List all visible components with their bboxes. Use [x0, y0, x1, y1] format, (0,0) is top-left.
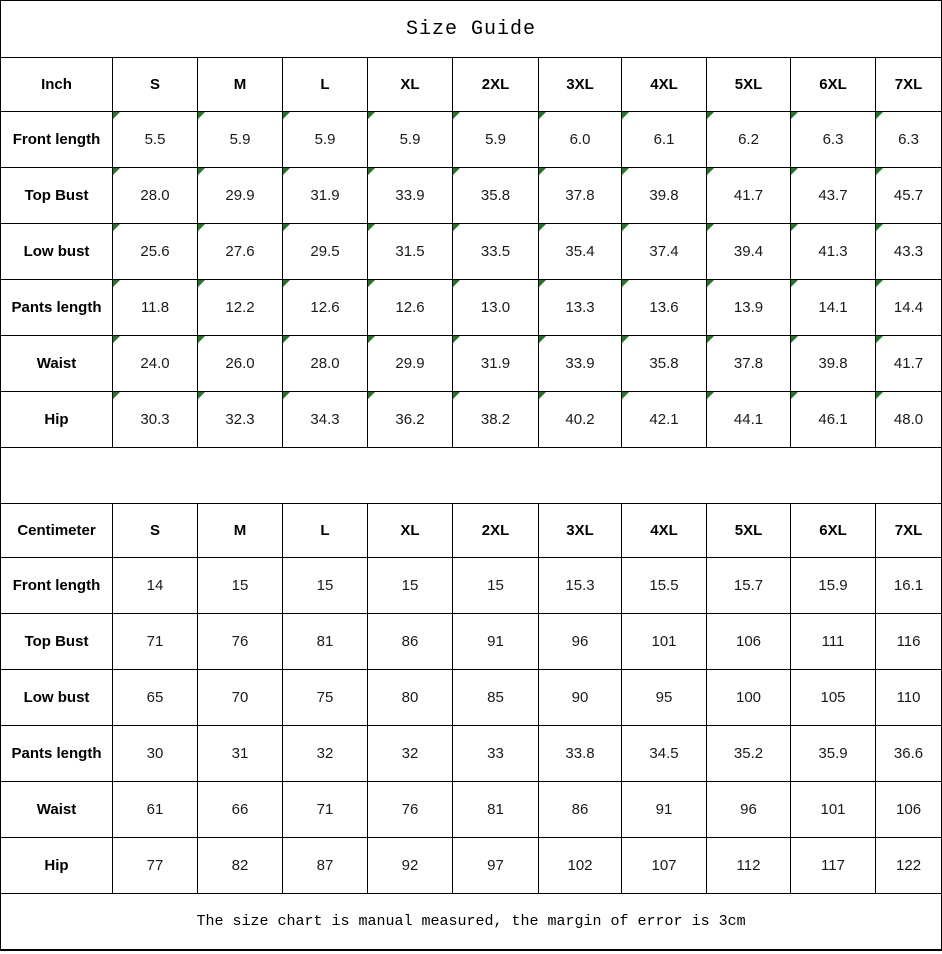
size-value-cell: 6.0: [539, 112, 622, 168]
row-label: Top Bust: [1, 168, 113, 224]
size-value-cell: 15: [368, 558, 453, 614]
size-value-cell: 70: [198, 670, 283, 726]
size-header-6xl: 6XL: [791, 58, 876, 112]
size-value-cell: 92: [368, 838, 453, 894]
size-value-cell: 14.4: [876, 280, 942, 336]
size-value-cell: 31: [198, 726, 283, 782]
size-value-cell: 41.7: [707, 168, 791, 224]
size-header-m: M: [198, 58, 283, 112]
size-value-cell: 37.8: [539, 168, 622, 224]
size-value-cell: 33.9: [539, 336, 622, 392]
centimeter-table-section: [1, 504, 942, 894]
measurement-note: The size chart is manual measured, the margin of error is 3cm: [1, 894, 942, 951]
size-header-l: L: [283, 58, 368, 112]
size-value-cell: 101: [622, 614, 707, 670]
size-value-cell: 41.3: [791, 224, 876, 280]
size-value-cell: 90: [539, 670, 622, 726]
size-value-cell: 122: [876, 838, 942, 894]
size-value-cell: 32.3: [198, 392, 283, 448]
size-value-cell: 45.7: [876, 168, 942, 224]
size-value-cell: 35.8: [622, 336, 707, 392]
row-label: Front length: [1, 558, 113, 614]
size-header-s: S: [113, 504, 198, 558]
size-value-cell: 40.2: [539, 392, 622, 448]
size-value-cell: 37.4: [622, 224, 707, 280]
size-value-cell: 31.5: [368, 224, 453, 280]
size-value-cell: 33: [453, 726, 539, 782]
size-value-cell: 44.1: [707, 392, 791, 448]
size-value-cell: 33.8: [539, 726, 622, 782]
size-value-cell: 96: [707, 782, 791, 838]
size-value-cell: 15: [453, 558, 539, 614]
size-value-cell: 86: [368, 614, 453, 670]
size-value-cell: 26.0: [198, 336, 283, 392]
size-value-cell: 77: [113, 838, 198, 894]
unit-header-centimeter: Centimeter: [1, 504, 113, 558]
measurement-row: [1, 726, 942, 782]
size-value-cell: 66: [198, 782, 283, 838]
size-header-m: M: [198, 504, 283, 558]
size-header-xl: XL: [368, 504, 453, 558]
size-header-3xl: 3XL: [539, 58, 622, 112]
size-value-cell: 71: [283, 782, 368, 838]
size-value-cell: 15.3: [539, 558, 622, 614]
measurement-row: [1, 670, 942, 726]
size-value-cell: 34.3: [283, 392, 368, 448]
row-label: Top Bust: [1, 614, 113, 670]
size-value-cell: 35.2: [707, 726, 791, 782]
table-spacer-row: [1, 448, 942, 504]
size-value-cell: 107: [622, 838, 707, 894]
size-value-cell: 97: [453, 838, 539, 894]
size-value-cell: 76: [198, 614, 283, 670]
size-value-cell: 31.9: [453, 336, 539, 392]
size-value-cell: 33.5: [453, 224, 539, 280]
size-value-cell: 75: [283, 670, 368, 726]
measurement-row: [1, 782, 942, 838]
size-value-cell: 5.9: [368, 112, 453, 168]
size-header-7xl: 7XL: [876, 58, 942, 112]
row-label: Hip: [1, 392, 113, 448]
size-value-cell: 43.7: [791, 168, 876, 224]
size-value-cell: 61: [113, 782, 198, 838]
size-value-cell: 12.6: [368, 280, 453, 336]
size-value-cell: 29.9: [368, 336, 453, 392]
size-value-cell: 111: [791, 614, 876, 670]
size-value-cell: 35.8: [453, 168, 539, 224]
size-value-cell: 32: [283, 726, 368, 782]
size-value-cell: 6.3: [876, 112, 942, 168]
size-value-cell: 86: [539, 782, 622, 838]
size-header-4xl: 4XL: [622, 58, 707, 112]
size-value-cell: 48.0: [876, 392, 942, 448]
size-value-cell: 106: [876, 782, 942, 838]
size-value-cell: 91: [453, 614, 539, 670]
size-value-cell: 28.0: [283, 336, 368, 392]
size-value-cell: 15.7: [707, 558, 791, 614]
size-value-cell: 112: [707, 838, 791, 894]
size-value-cell: 36.6: [876, 726, 942, 782]
size-header-7xl: 7XL: [876, 504, 942, 558]
size-value-cell: 30: [113, 726, 198, 782]
row-label: Waist: [1, 336, 113, 392]
size-header-3xl: 3XL: [539, 504, 622, 558]
size-value-cell: 33.9: [368, 168, 453, 224]
row-label: Low bust: [1, 670, 113, 726]
measurement-row: [1, 838, 942, 894]
measurement-row: [1, 614, 942, 670]
size-value-cell: 15.5: [622, 558, 707, 614]
table-spacer-cell: [1, 448, 942, 504]
size-value-cell: 80: [368, 670, 453, 726]
size-value-cell: 37.8: [707, 336, 791, 392]
size-value-cell: 105: [791, 670, 876, 726]
size-value-cell: 34.5: [622, 726, 707, 782]
size-value-cell: 102: [539, 838, 622, 894]
row-label: Low bust: [1, 224, 113, 280]
size-value-cell: 43.3: [876, 224, 942, 280]
size-value-cell: 39.8: [791, 336, 876, 392]
inch-header-row: [1, 58, 942, 112]
size-value-cell: 76: [368, 782, 453, 838]
size-value-cell: 85: [453, 670, 539, 726]
size-value-cell: 35.9: [791, 726, 876, 782]
size-value-cell: 6.1: [622, 112, 707, 168]
page-title: Size Guide: [1, 1, 942, 58]
size-value-cell: 100: [707, 670, 791, 726]
note-row: [1, 894, 942, 951]
size-value-cell: 5.9: [283, 112, 368, 168]
size-value-cell: 13.9: [707, 280, 791, 336]
size-header-s: S: [113, 58, 198, 112]
centimeter-header-row: [1, 504, 942, 558]
size-value-cell: 106: [707, 614, 791, 670]
size-value-cell: 11.8: [113, 280, 198, 336]
size-value-cell: 42.1: [622, 392, 707, 448]
size-header-6xl: 6XL: [791, 504, 876, 558]
size-value-cell: 29.9: [198, 168, 283, 224]
size-value-cell: 81: [453, 782, 539, 838]
size-value-cell: 5.9: [453, 112, 539, 168]
inch-table-section: [1, 58, 942, 448]
size-header-2xl: 2XL: [453, 58, 539, 112]
size-value-cell: 14: [113, 558, 198, 614]
size-value-cell: 16.1: [876, 558, 942, 614]
size-value-cell: 87: [283, 838, 368, 894]
size-value-cell: 65: [113, 670, 198, 726]
title-row: [1, 1, 942, 58]
size-value-cell: 101: [791, 782, 876, 838]
size-value-cell: 28.0: [113, 168, 198, 224]
size-value-cell: 81: [283, 614, 368, 670]
size-header-4xl: 4XL: [622, 504, 707, 558]
size-value-cell: 30.3: [113, 392, 198, 448]
row-label: Hip: [1, 838, 113, 894]
size-value-cell: 96: [539, 614, 622, 670]
size-value-cell: 13.6: [622, 280, 707, 336]
size-value-cell: 12.2: [198, 280, 283, 336]
size-value-cell: 13.3: [539, 280, 622, 336]
size-header-2xl: 2XL: [453, 504, 539, 558]
size-value-cell: 46.1: [791, 392, 876, 448]
size-value-cell: 91: [622, 782, 707, 838]
size-value-cell: 5.9: [198, 112, 283, 168]
row-label: Pants length: [1, 726, 113, 782]
size-value-cell: 36.2: [368, 392, 453, 448]
row-label: Waist: [1, 782, 113, 838]
size-value-cell: 29.5: [283, 224, 368, 280]
measurement-row: [1, 392, 942, 448]
size-value-cell: 38.2: [453, 392, 539, 448]
measurement-row: [1, 280, 942, 336]
size-header-5xl: 5XL: [707, 58, 791, 112]
measurement-row: [1, 168, 942, 224]
size-value-cell: 13.0: [453, 280, 539, 336]
size-value-cell: 25.6: [113, 224, 198, 280]
measurement-row: [1, 112, 942, 168]
row-label: Pants length: [1, 280, 113, 336]
size-value-cell: 31.9: [283, 168, 368, 224]
size-value-cell: 41.7: [876, 336, 942, 392]
size-value-cell: 24.0: [113, 336, 198, 392]
size-value-cell: 35.4: [539, 224, 622, 280]
size-value-cell: 71: [113, 614, 198, 670]
size-value-cell: 82: [198, 838, 283, 894]
size-value-cell: 39.4: [707, 224, 791, 280]
size-header-xl: XL: [368, 58, 453, 112]
size-value-cell: 32: [368, 726, 453, 782]
size-value-cell: 6.2: [707, 112, 791, 168]
size-value-cell: 116: [876, 614, 942, 670]
row-label: Front length: [1, 112, 113, 168]
size-value-cell: 6.3: [791, 112, 876, 168]
size-value-cell: 117: [791, 838, 876, 894]
size-value-cell: 110: [876, 670, 942, 726]
size-value-cell: 15.9: [791, 558, 876, 614]
size-value-cell: 15: [283, 558, 368, 614]
size-value-cell: 27.6: [198, 224, 283, 280]
size-header-l: L: [283, 504, 368, 558]
size-value-cell: 95: [622, 670, 707, 726]
size-header-5xl: 5XL: [707, 504, 791, 558]
size-value-cell: 14.1: [791, 280, 876, 336]
size-value-cell: 15: [198, 558, 283, 614]
unit-header-inch: Inch: [1, 58, 113, 112]
measurement-row: [1, 558, 942, 614]
size-value-cell: 12.6: [283, 280, 368, 336]
measurement-row: [1, 224, 942, 280]
size-value-cell: 5.5: [113, 112, 198, 168]
measurement-row: [1, 336, 942, 392]
size-value-cell: 39.8: [622, 168, 707, 224]
